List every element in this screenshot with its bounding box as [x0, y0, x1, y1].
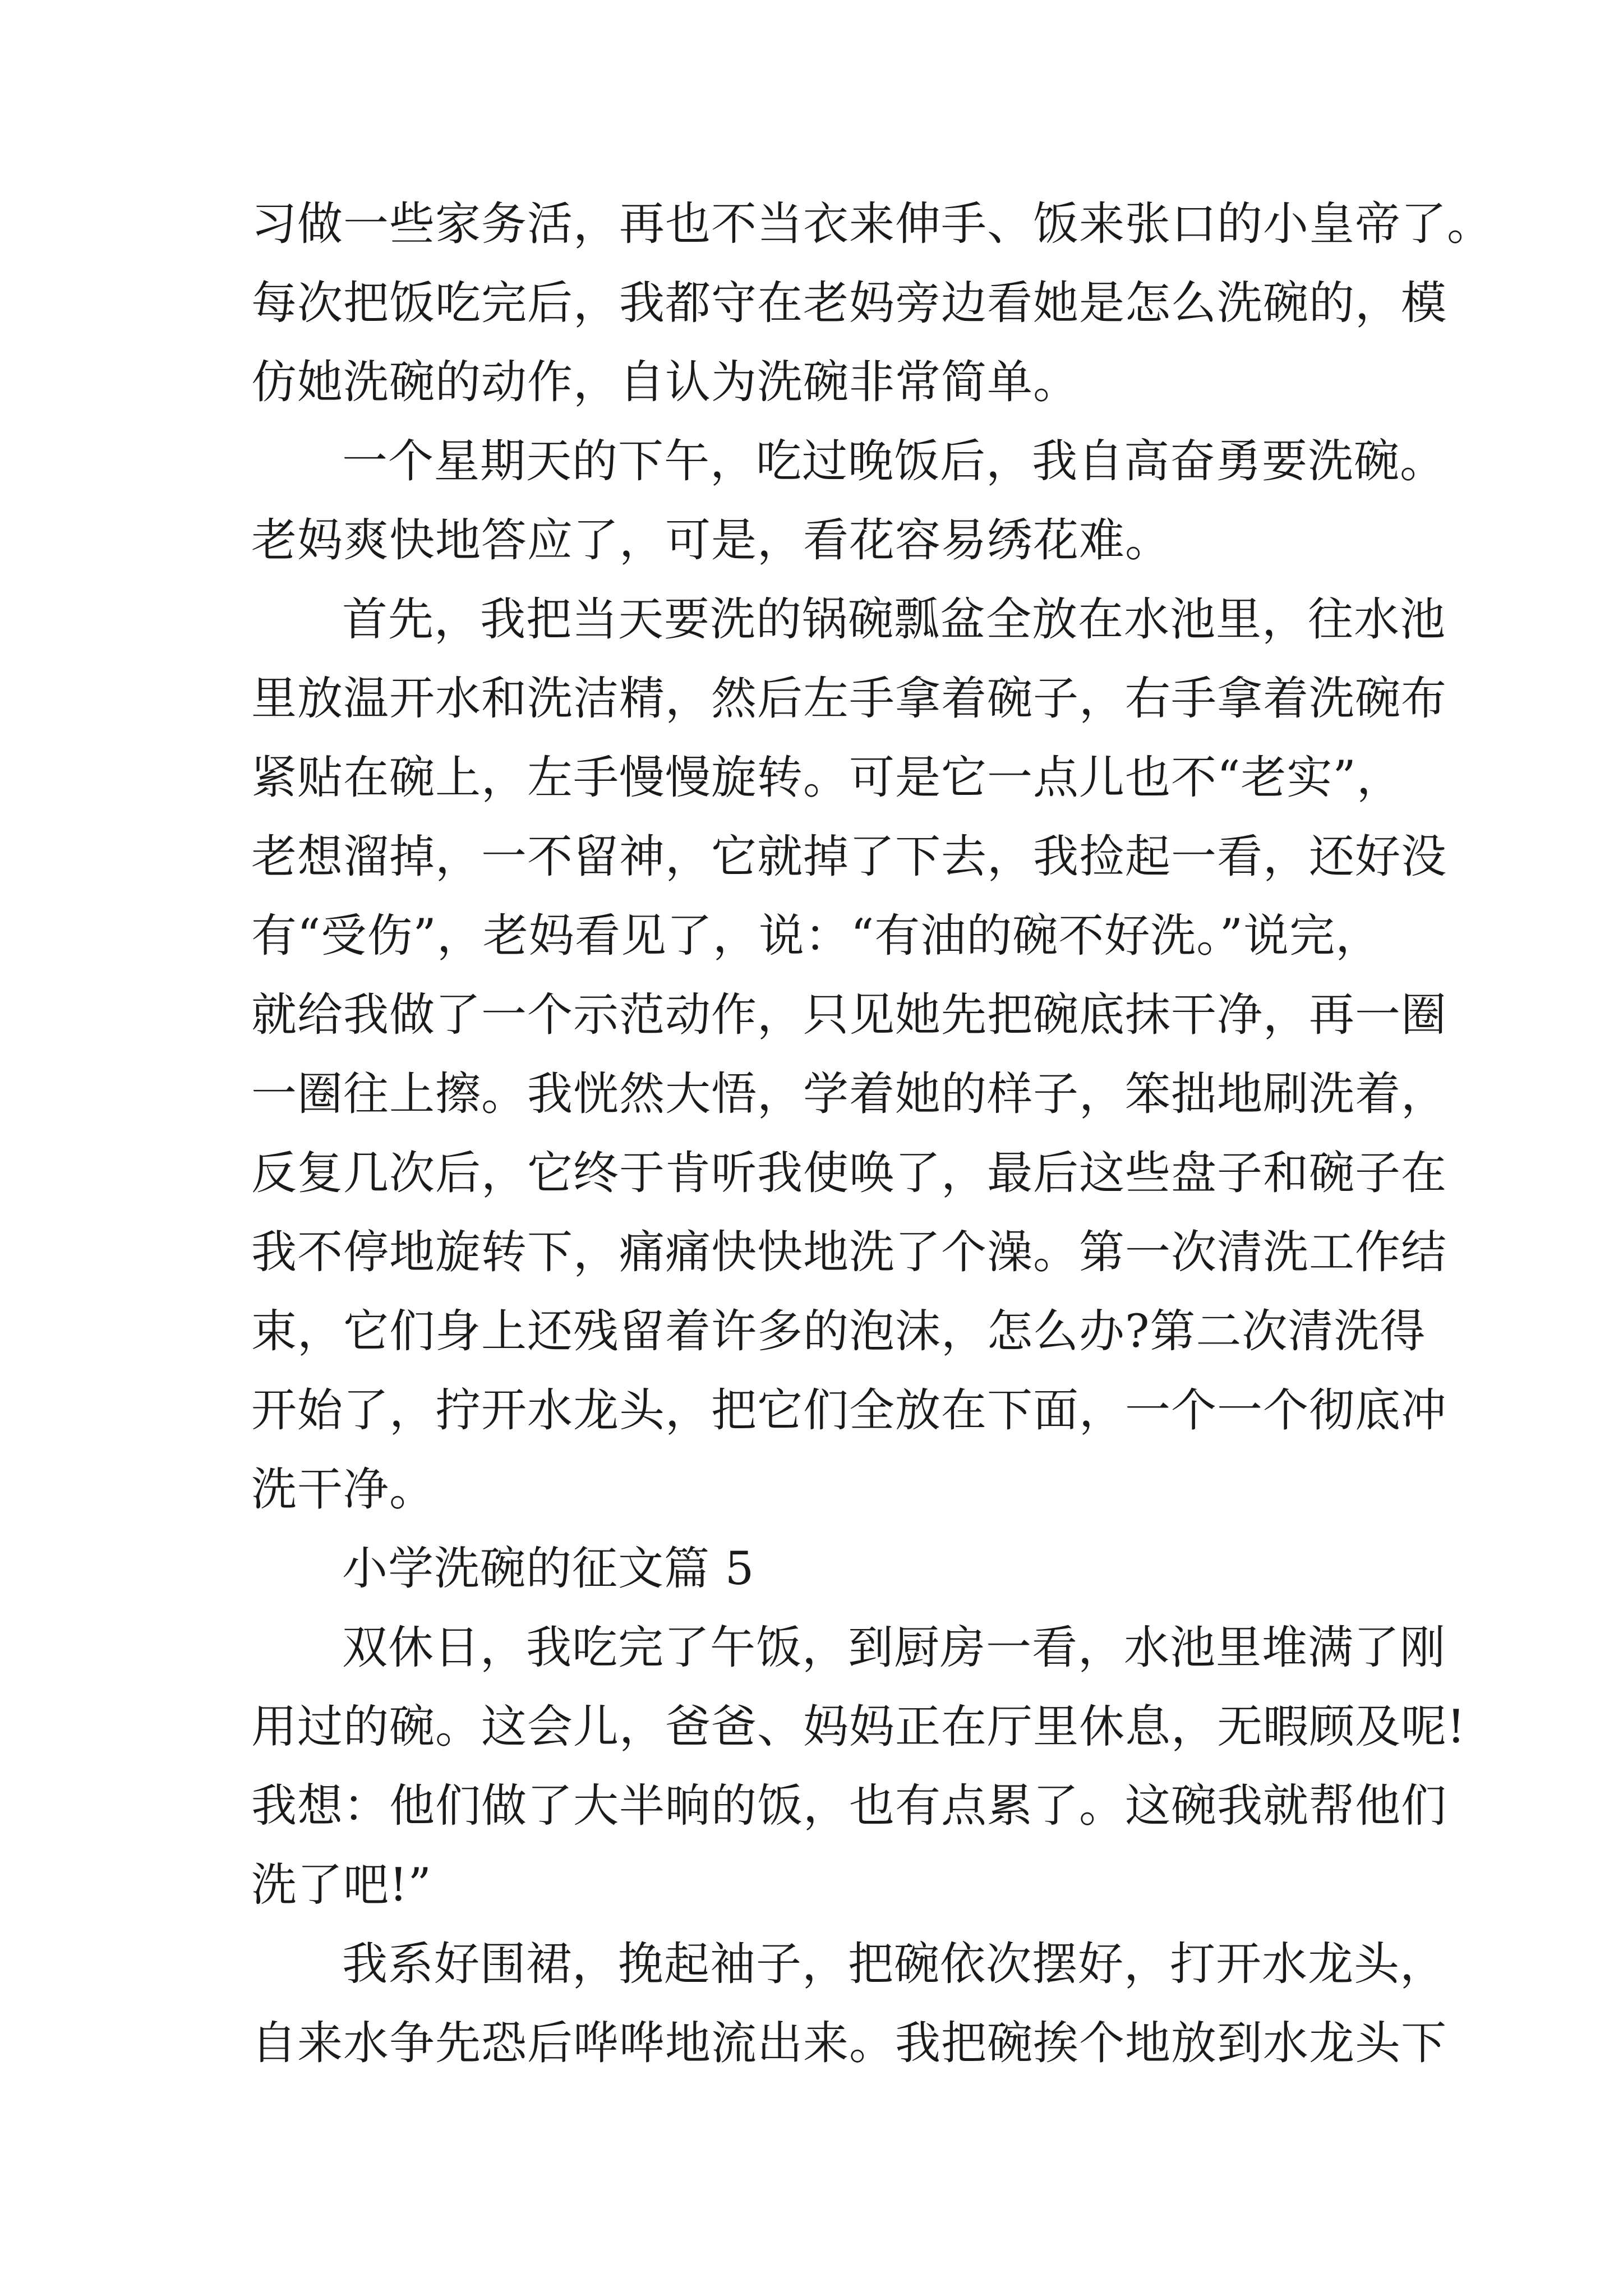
text-line: 就给我做了一个示范动作，只见她先把碗底抹干净，再一圈 — [251, 989, 1447, 1042]
text-line: 老想溜掉，一不留神，它就掉了下去，我捡起一看，还好没 — [251, 831, 1447, 884]
text-line: 一圈往上擦。我恍然大悟，学着她的样子，笨拙地刷洗着， — [251, 1068, 1447, 1121]
text-line: 紧贴在碗上，左手慢慢旋转。可是它一点儿也不“老实”， — [251, 752, 1403, 804]
paragraph-first-line: 首先，我把当天要洗的锅碗瓢盆全放在水池里，往水池 — [342, 593, 1446, 646]
text-line: 洗干净。 — [251, 1464, 436, 1516]
text-line: 束，它们身上还残留着许多的泡沫，怎么办?第二次清洗得 — [251, 1305, 1426, 1358]
text-line: 用过的碗。这会儿，爸爸、妈妈正在厅里休息，无暇顾及呢! — [251, 1701, 1466, 1754]
paragraph-first-line: 双休日，我吃完了午饭，到厨房一看，水池里堆满了刚 — [342, 1622, 1446, 1674]
text-line: 有“受伤”，老妈看见了，说：“有油的碗不好洗。”说完， — [251, 910, 1382, 963]
paragraph-first-line: 一个星期天的下午，吃过晚饭后，我自高奋勇要洗碗。 — [342, 435, 1446, 488]
text-line: 习做一些家务活，再也不当衣来伸手、饭来张口的小皇帝了。 — [251, 198, 1493, 251]
text-line: 反复几次后，它终于肯听我使唤了，最后这些盘子和碗子在 — [251, 1147, 1447, 1200]
section-heading: 小学洗碗的征文篇 5 — [342, 1543, 755, 1595]
text-line: 开始了，拧开水龙头，把它们全放在下面，一个一个彻底冲 — [251, 1384, 1447, 1437]
text-line: 我不停地旋转下，痛痛快快地洗了个澡。第一次清洗工作结 — [251, 1226, 1447, 1279]
text-line: 自来水争先恐后哗哗地流出来。我把碗挨个地放到水龙头下 — [251, 2017, 1447, 2070]
paragraph-first-line: 我系好围裙，挽起袖子，把碗依次摆好，打开水龙头， — [342, 1938, 1446, 1991]
text-line: 老妈爽快地答应了，可是，看花容易绣花难。 — [251, 514, 1172, 567]
text-line: 仿她洗碗的动作，自认为洗碗非常简单。 — [251, 356, 1080, 409]
text-line: 每次把饭吃完后，我都守在老妈旁边看她是怎么洗碗的，模 — [251, 277, 1447, 330]
text-line: 我想：他们做了大半晌的饭，也有点累了。这碗我就帮他们 — [251, 1780, 1447, 1833]
essay-body — [251, 185, 1493, 2083]
text-line: 洗了吧!” — [251, 1859, 432, 1912]
text-line: 里放温开水和洗洁精，然后左手拿着碗子，右手拿着洗碗布 — [251, 673, 1447, 725]
